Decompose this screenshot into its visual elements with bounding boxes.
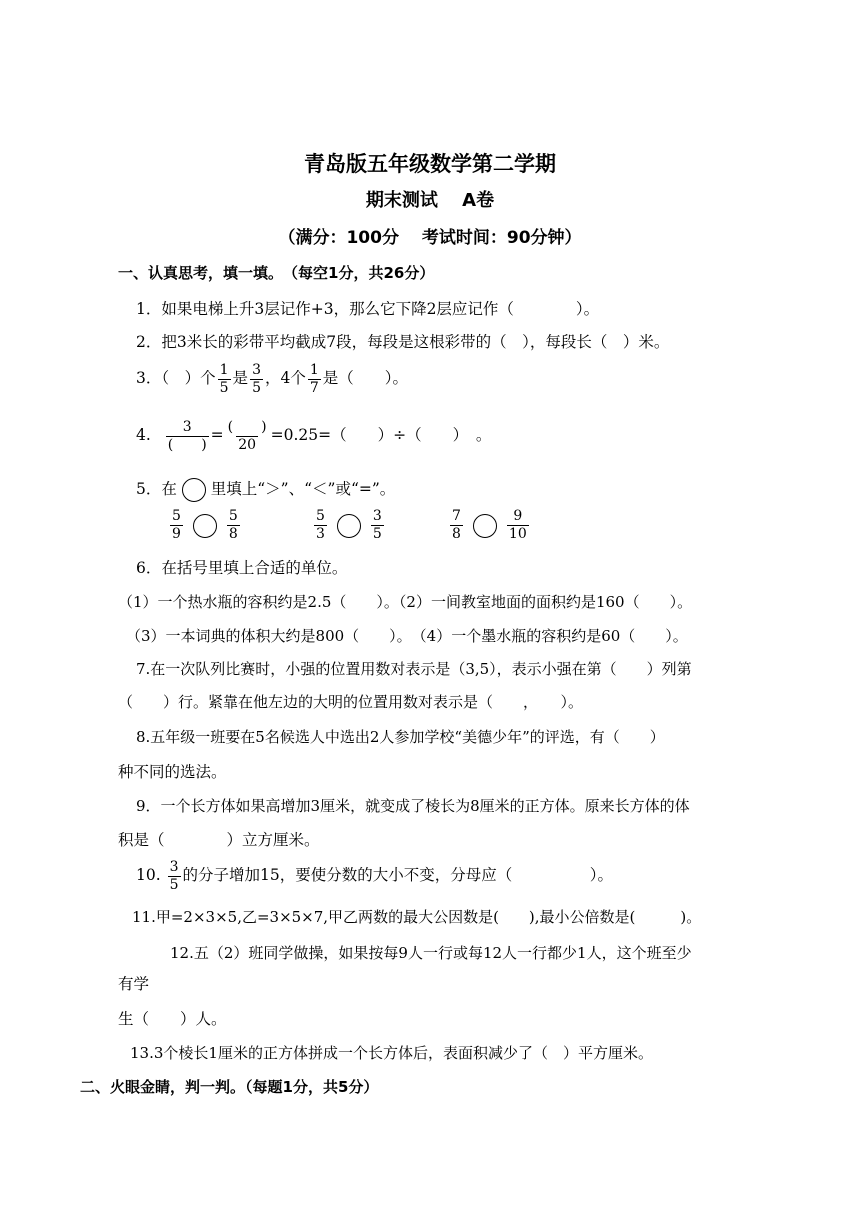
question-8-line-2: 种不同的选法。	[118, 763, 227, 781]
question-2: 2．把3米长的彩带平均截成7段，每段是这根彩带的（ ），每段长（ ）米。	[136, 333, 670, 351]
question-9-line-2: 积是（ ）立方厘米。	[118, 831, 320, 849]
pair2-left-fraction: $\frac{5}{3}$	[316, 508, 325, 542]
q5-text-a: 5．在	[136, 480, 177, 498]
q3-text-b: 是	[232, 369, 249, 387]
pair1-left-fraction: $\frac{5}{9}$	[172, 508, 181, 542]
question-12-line-1: 12.五（2）班同学做操，如果按每9人一行或每12人一行都少1人，这个班至少	[170, 944, 692, 962]
exam-title: 青岛版五年级数学第二学期	[304, 152, 556, 176]
question-9-line-1: 9．一个长方体如果高增加3厘米，就变成了棱长为8厘米的正方体。原来长方体的体	[136, 797, 690, 815]
question-3	[136, 360, 408, 397]
q10-fraction: $\frac{3}{5}$	[169, 858, 179, 893]
question-13: 13.3个棱长1厘米的正方体拼成一个长方体后，表面积减少了（ ）平方厘米。	[130, 1044, 653, 1062]
compare-pair-1	[168, 508, 242, 543]
q5-text-b: 里填上“＞”、“＜”或“=”。	[210, 480, 396, 498]
compare-circle-icon	[182, 478, 206, 502]
pair1-right-fraction: $\frac{5}{8}$	[228, 508, 238, 542]
question-7-line-1: 7.在一次队列比赛时，小强的位置用数对表示是（3,5），表示小强在第（ ）列第	[136, 660, 692, 678]
q10-text-b: 的分子增加15，要使分数的大小不变，分母应（ ）。	[182, 866, 613, 884]
question-6: 6．在括号里填上合适的单位。	[136, 559, 348, 577]
q3-text-a: 3．（ ）个	[136, 369, 216, 387]
q10-text-a: 10.	[136, 866, 161, 884]
exam-subtitle: 期末测试 A卷	[365, 190, 495, 211]
q3-fraction-1: $\frac{1}{5}$	[219, 361, 229, 396]
question-1: 1．如果电梯上升3层记作+3，那么它下降2层应记作（ ）。	[136, 300, 600, 318]
question-8-line-1: 8.五年级一班要在5名候选人中选出2人参加学校“美德少年”的评选，有（ ）	[136, 728, 665, 746]
pair1-compare-circle[interactable]	[193, 514, 217, 538]
compare-pair-2	[312, 508, 386, 543]
question-12-line-2: 有学	[118, 975, 150, 993]
pair3-compare-circle[interactable]	[473, 514, 497, 538]
pair2-compare-circle[interactable]	[337, 514, 361, 538]
q4-equals: =	[210, 426, 224, 444]
q3-fraction-3: $\frac{1}{7}$	[309, 361, 319, 396]
question-6-line-1: （1）一个热水瓶的容积约是2.5（ ）。（2）一间教室地面的面积约是160（ ）。	[118, 593, 693, 611]
question-7-line-2: （ ）行。紧靠在他左边的大明的位置用数对表示是（ ， ）。	[118, 693, 584, 711]
question-6-line-2: （3）一本词典的体积大约是800（ ）。 （4）一个墨水瓶的容积约是60（ ）。	[126, 627, 688, 645]
q4-fraction-2: $\frac{( )}{20}$	[227, 418, 267, 453]
pair3-left-fraction: $\frac{7}{8}$	[452, 508, 461, 542]
section2-heading: 二、火眼金睛，判一判。（每题1分，共5分）	[80, 1078, 379, 1096]
question-4	[136, 415, 491, 455]
question-11: 11.甲=2×3×5,乙=3×5×7,甲乙两数的最大公因数是( ),最小公倍数是( )。	[132, 908, 702, 926]
exam-info: （满分：100分 考试时间：90分钟）	[278, 228, 582, 248]
q3-text-d: 是（ ）。	[322, 369, 409, 387]
q4-text-b: =0.25=（ ）÷（ ） 。	[270, 426, 492, 444]
q4-text-a: 4.	[136, 426, 151, 444]
compare-pair-3	[448, 508, 531, 543]
question-5	[136, 476, 395, 502]
question-10	[136, 856, 613, 894]
section1-heading: 一、认真思考，填一填。 （每空1分，共26分）	[118, 264, 435, 282]
pair2-right-fraction: $\frac{3}{5}$	[372, 508, 382, 542]
question-12-line-3: 生（ ）人。	[118, 1010, 227, 1028]
pair3-right-fraction: $\frac{9}{10}$	[508, 508, 527, 542]
q3-fraction-2: $\frac{3}{5}$	[252, 361, 261, 396]
q4-fraction-1: $\frac{3}{( )}$	[167, 418, 207, 453]
q3-text-c: ，4个	[264, 369, 306, 387]
